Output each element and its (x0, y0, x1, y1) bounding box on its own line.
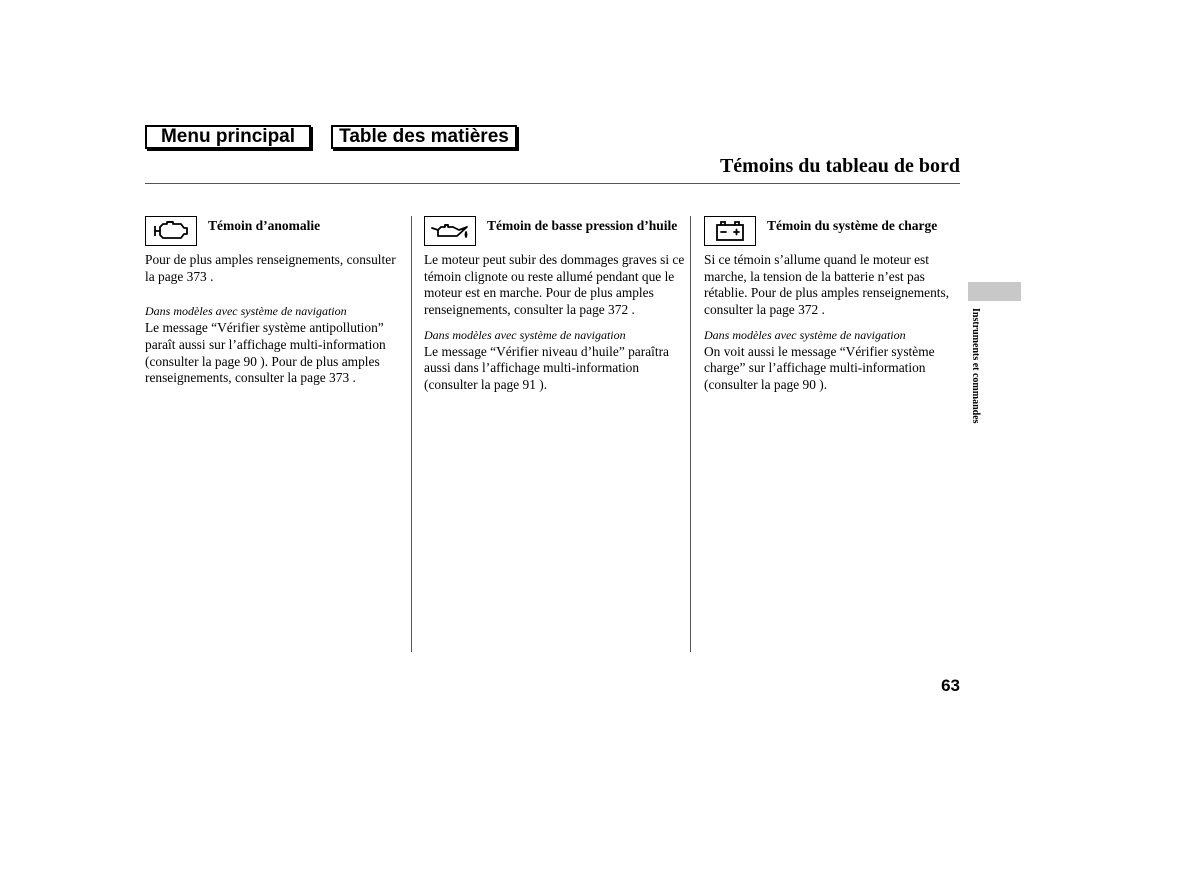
page-number: 63 (941, 676, 960, 695)
paragraph: Le moteur peut subir des dommages graves si ce témoin clignote ou reste allumé pendant que le moteur est en marche. Pour de plus amples renseignements, consulter la page 372 . (424, 252, 685, 318)
column-malfunction (145, 216, 407, 387)
column-title: Témoin d’anomalie (208, 218, 321, 233)
column-title: Témoin de basse pression d’huile (487, 218, 678, 233)
engine-malfunction-icon (145, 216, 197, 246)
battery-charge-icon (704, 216, 756, 246)
paragraph: Le message “Vérifier niveau d’huile” paraîtra aussi dans l’affichage multi-information (consulter la page 91 ). (424, 343, 669, 392)
paragraph: Le message “Vérifier système antipollution” paraît aussi sur l’affichage multi-information (consulter la page 90 ). Pour de plus amples renseignements, consulter la page 373 . (145, 320, 386, 386)
column-oil-pressure (424, 216, 686, 394)
navigation-note: Dans modèles avec système de navigation (424, 327, 626, 342)
navigation-note: Dans modèles avec système de navigation (704, 327, 906, 342)
paragraph: Si ce témoin s’allume quand le moteur est marche, la tension de la batterie n’est pas rétablie. Pour de plus amples renseignements, consulter la page 372 . (704, 252, 950, 318)
paragraph: Pour de plus amples renseignements, consulter la page 373 . (145, 252, 396, 284)
navigation-note: Dans modèles avec système de navigation (145, 304, 347, 319)
column-divider (690, 216, 691, 652)
column-charging-system (704, 216, 966, 394)
column-title: Témoin du système de charge (767, 218, 938, 233)
side-section-label: Instruments et commandes (970, 308, 981, 424)
table-of-contents-button[interactable]: Table des matières (331, 125, 517, 149)
section-tab-marker (968, 282, 1021, 301)
oil-pressure-icon (424, 216, 476, 246)
paragraph: On voit aussi le message “Vérifier système charge” sur l’affichage multi-information (consulter la page 90 ). (704, 343, 935, 392)
header-divider (145, 183, 960, 184)
section-title: Témoins du tableau de bord (719, 155, 960, 177)
main-menu-button[interactable]: Menu principal (145, 125, 311, 149)
column-divider (411, 216, 412, 652)
